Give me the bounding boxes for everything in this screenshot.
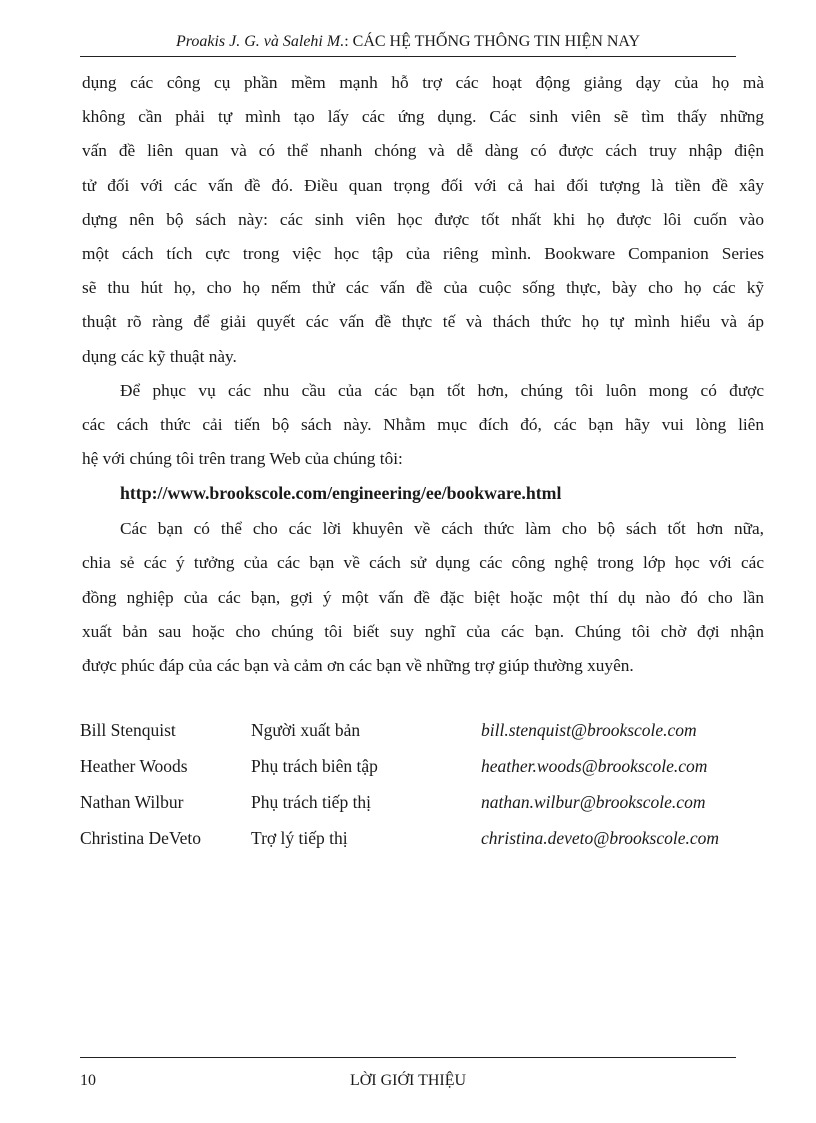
text-line: chia sẻ các ý tưởng của các bạn về cách sử dụng các công nghệ trong lớp học với các	[82, 553, 764, 573]
paragraph-3	[82, 512, 764, 683]
contact-email[interactable]: heather.woods@brookscole.com	[481, 756, 708, 776]
text-line: Để phục vụ các nhu cầu của các bạn tốt hơn, chúng tôi luôn mong có được	[120, 380, 764, 400]
contact-email[interactable]: christina.deveto@brookscole.com	[481, 828, 720, 848]
header-separator: :	[344, 33, 349, 50]
text-line: Các bạn có thể cho các lời khuyên về cách thức làm cho bộ sách tốt hơn nữa,	[120, 519, 764, 539]
bookware-url[interactable]: http://www.brookscole.com/engineering/ee/bookware.html	[120, 483, 562, 504]
page-number: 10	[80, 1072, 96, 1089]
text-line: một cách tích cực trong việc học tập của riêng mình. Bookware Companion Series	[82, 243, 764, 263]
contact-name: Nathan Wilbur	[80, 792, 184, 812]
running-footer	[80, 1057, 736, 1088]
contact-email[interactable]: nathan.wilbur@brookscole.com	[481, 792, 706, 812]
text-line: không cần phải tự mình tạo lấy các ứng dụng. Các sinh viên sẽ tìm thấy những	[82, 107, 764, 127]
contact-role: Người xuất bản	[251, 720, 361, 740]
chapter-title: LỜI GIỚI THIỆU	[349, 1072, 467, 1089]
text-line: xuất bản sau hoặc cho chúng tôi biết suy nghĩ của các bạn. Chúng tôi chờ đợi nhận	[82, 621, 764, 641]
text-line: thuật rõ ràng để giải quyết các vấn đề thực tế và thách thức họ tự mình hiểu và áp	[82, 312, 764, 332]
contact-row	[80, 784, 770, 820]
contact-role: Trợ lý tiếp thị	[251, 828, 348, 848]
header-title: CÁC HỆ THỐNG THÔNG TIN HIỆN NAY	[352, 33, 641, 50]
header-authors: Proakis J. G. và Salehi M.	[175, 33, 345, 50]
running-header	[80, 30, 736, 57]
contact-list	[80, 712, 770, 856]
text-line: được phúc đáp của các bạn và cảm ơn các bạn về những trợ giúp thường xuyên.	[82, 656, 634, 675]
text-line: dụng các công cụ phần mềm mạnh hỗ trợ các hoạt động giảng dạy của họ mà	[82, 73, 764, 92]
paragraph-1	[82, 66, 764, 374]
contact-name: Heather Woods	[80, 756, 188, 776]
text-line: tử đối với các vấn đề đó. Điều quan trọng đối với cả hai đối tượng là tiền đề xây	[82, 175, 764, 195]
contact-name: Bill Stenquist	[80, 720, 176, 740]
text-line: hệ với chúng tôi trên trang Web của chúng tôi:	[82, 449, 403, 469]
body-text	[82, 66, 764, 683]
contact-role: Phụ trách biên tập	[251, 756, 378, 776]
contact-row	[80, 712, 770, 748]
text-line: các cách thức cải tiến bộ sách này. Nhằm mục đích đó, các bạn hãy vui lòng liên	[82, 414, 764, 434]
contact-name: Christina DeVeto	[80, 828, 202, 848]
contact-row	[80, 820, 770, 856]
contact-role: Phụ trách tiếp thị	[251, 792, 372, 812]
text-line: dựng nên bộ sách này: các sinh viên học được tốt nhất khi họ được lôi cuốn vào	[82, 209, 764, 229]
text-line: sẽ thu hút họ, cho họ nếm thử các vấn đề của cuộc sống thực, bày cho họ các kỹ	[82, 278, 764, 298]
contact-row	[80, 748, 770, 784]
contact-email[interactable]: bill.stenquist@brookscole.com	[481, 720, 697, 740]
text-line: vấn đề liên quan và có thể nhanh chóng và dễ dàng có được cách truy nhập điện	[82, 141, 764, 161]
paragraph-2	[82, 374, 764, 477]
text-line: dụng các kỹ thuật này.	[82, 346, 237, 366]
text-line: đồng nghiệp của các bạn, gợi ý một vấn đề đặc biệt hoặc một thí dụ nào đó cho lần	[82, 587, 764, 607]
